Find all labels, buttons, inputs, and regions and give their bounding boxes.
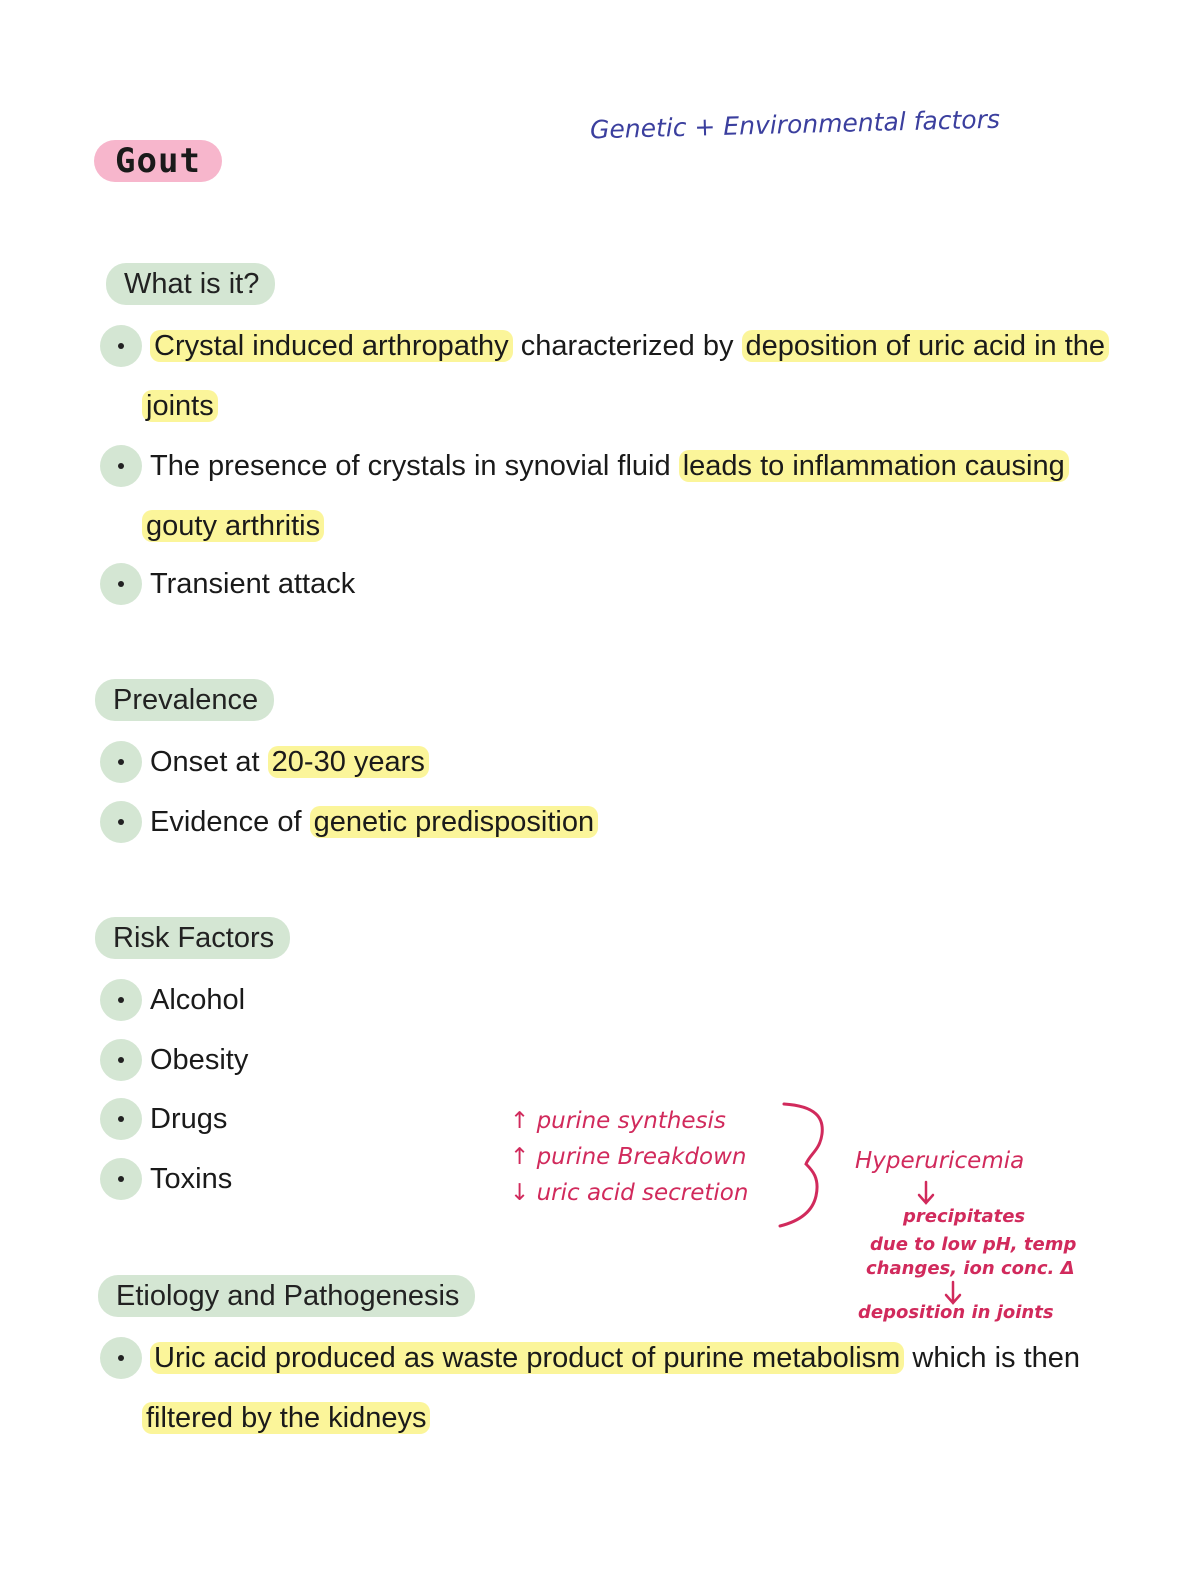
side-note: Genetic + Environmental factors bbox=[589, 104, 1001, 145]
bullet-icon bbox=[100, 325, 142, 367]
bullet-icon bbox=[100, 741, 142, 783]
bullet-text bbox=[150, 742, 429, 782]
section-heading-what: What is it? bbox=[106, 263, 275, 305]
highlight: deposition of uric acid in the bbox=[742, 330, 1110, 362]
section-heading-etiology: Etiology and Pathogenesis bbox=[98, 1275, 475, 1317]
bullet-icon bbox=[100, 1337, 142, 1379]
hand-note-step: precipitates bbox=[903, 1206, 1026, 1227]
risk-item: Toxins bbox=[150, 1163, 233, 1195]
highlight: joints bbox=[142, 390, 218, 422]
highlight: genetic predisposition bbox=[310, 806, 599, 838]
bullet-icon bbox=[100, 563, 142, 605]
bullet-icon bbox=[100, 1039, 142, 1081]
hand-note-step: deposition in joints bbox=[858, 1302, 1054, 1323]
highlight: filtered by the kidneys bbox=[142, 1402, 430, 1434]
bullet-text bbox=[150, 802, 598, 842]
bullet-text bbox=[150, 446, 1069, 486]
bullet-icon bbox=[100, 979, 142, 1021]
hand-note-step: due to low pH, temp bbox=[870, 1234, 1077, 1255]
bullet-icon bbox=[100, 1158, 142, 1200]
highlight: Uric acid produced as waste product of purine metabolism bbox=[150, 1342, 904, 1374]
bullet-icon bbox=[100, 801, 142, 843]
text-span: The presence of crystals in synovial fluid bbox=[150, 450, 679, 482]
bullet-text-continued bbox=[142, 386, 218, 426]
highlight: Crystal induced arthropathy bbox=[150, 330, 513, 362]
hand-note-step: changes, ion conc. Δ bbox=[866, 1258, 1075, 1279]
page-title: Gout bbox=[94, 140, 222, 182]
highlight: leads to inflammation causing bbox=[679, 450, 1069, 482]
hand-note-result: Hyperuricemia bbox=[855, 1148, 1025, 1174]
highlight: gouty arthritis bbox=[142, 510, 324, 542]
highlight: 20-30 years bbox=[268, 746, 429, 778]
bullet-text-continued bbox=[142, 506, 324, 546]
hand-note-line: ↓ uric acid secretion bbox=[510, 1180, 749, 1206]
risk-item: Obesity bbox=[150, 1044, 249, 1076]
text-span: which is then bbox=[904, 1342, 1081, 1374]
bullet-text-continued bbox=[142, 1398, 430, 1438]
hand-note-line: ↑ purine synthesis bbox=[510, 1108, 726, 1134]
section-heading-prevalence: Prevalence bbox=[95, 679, 274, 721]
bullet-text: Transient attack bbox=[150, 568, 356, 600]
text-span: characterized by bbox=[512, 330, 742, 362]
bullet-text bbox=[150, 326, 1109, 366]
section-heading-risk: Risk Factors bbox=[95, 917, 290, 959]
hand-note-line: ↑ purine Breakdown bbox=[510, 1144, 747, 1170]
brace-icon bbox=[776, 1098, 836, 1232]
bullet-icon bbox=[100, 445, 142, 487]
risk-item: Alcohol bbox=[150, 984, 246, 1016]
risk-item: Drugs bbox=[150, 1103, 228, 1135]
down-arrow-icon bbox=[915, 1180, 937, 1206]
bullet-icon bbox=[100, 1098, 142, 1140]
bullet-text bbox=[150, 1338, 1080, 1378]
text-span: Onset at bbox=[150, 746, 268, 778]
text-span: Evidence of bbox=[150, 806, 310, 838]
